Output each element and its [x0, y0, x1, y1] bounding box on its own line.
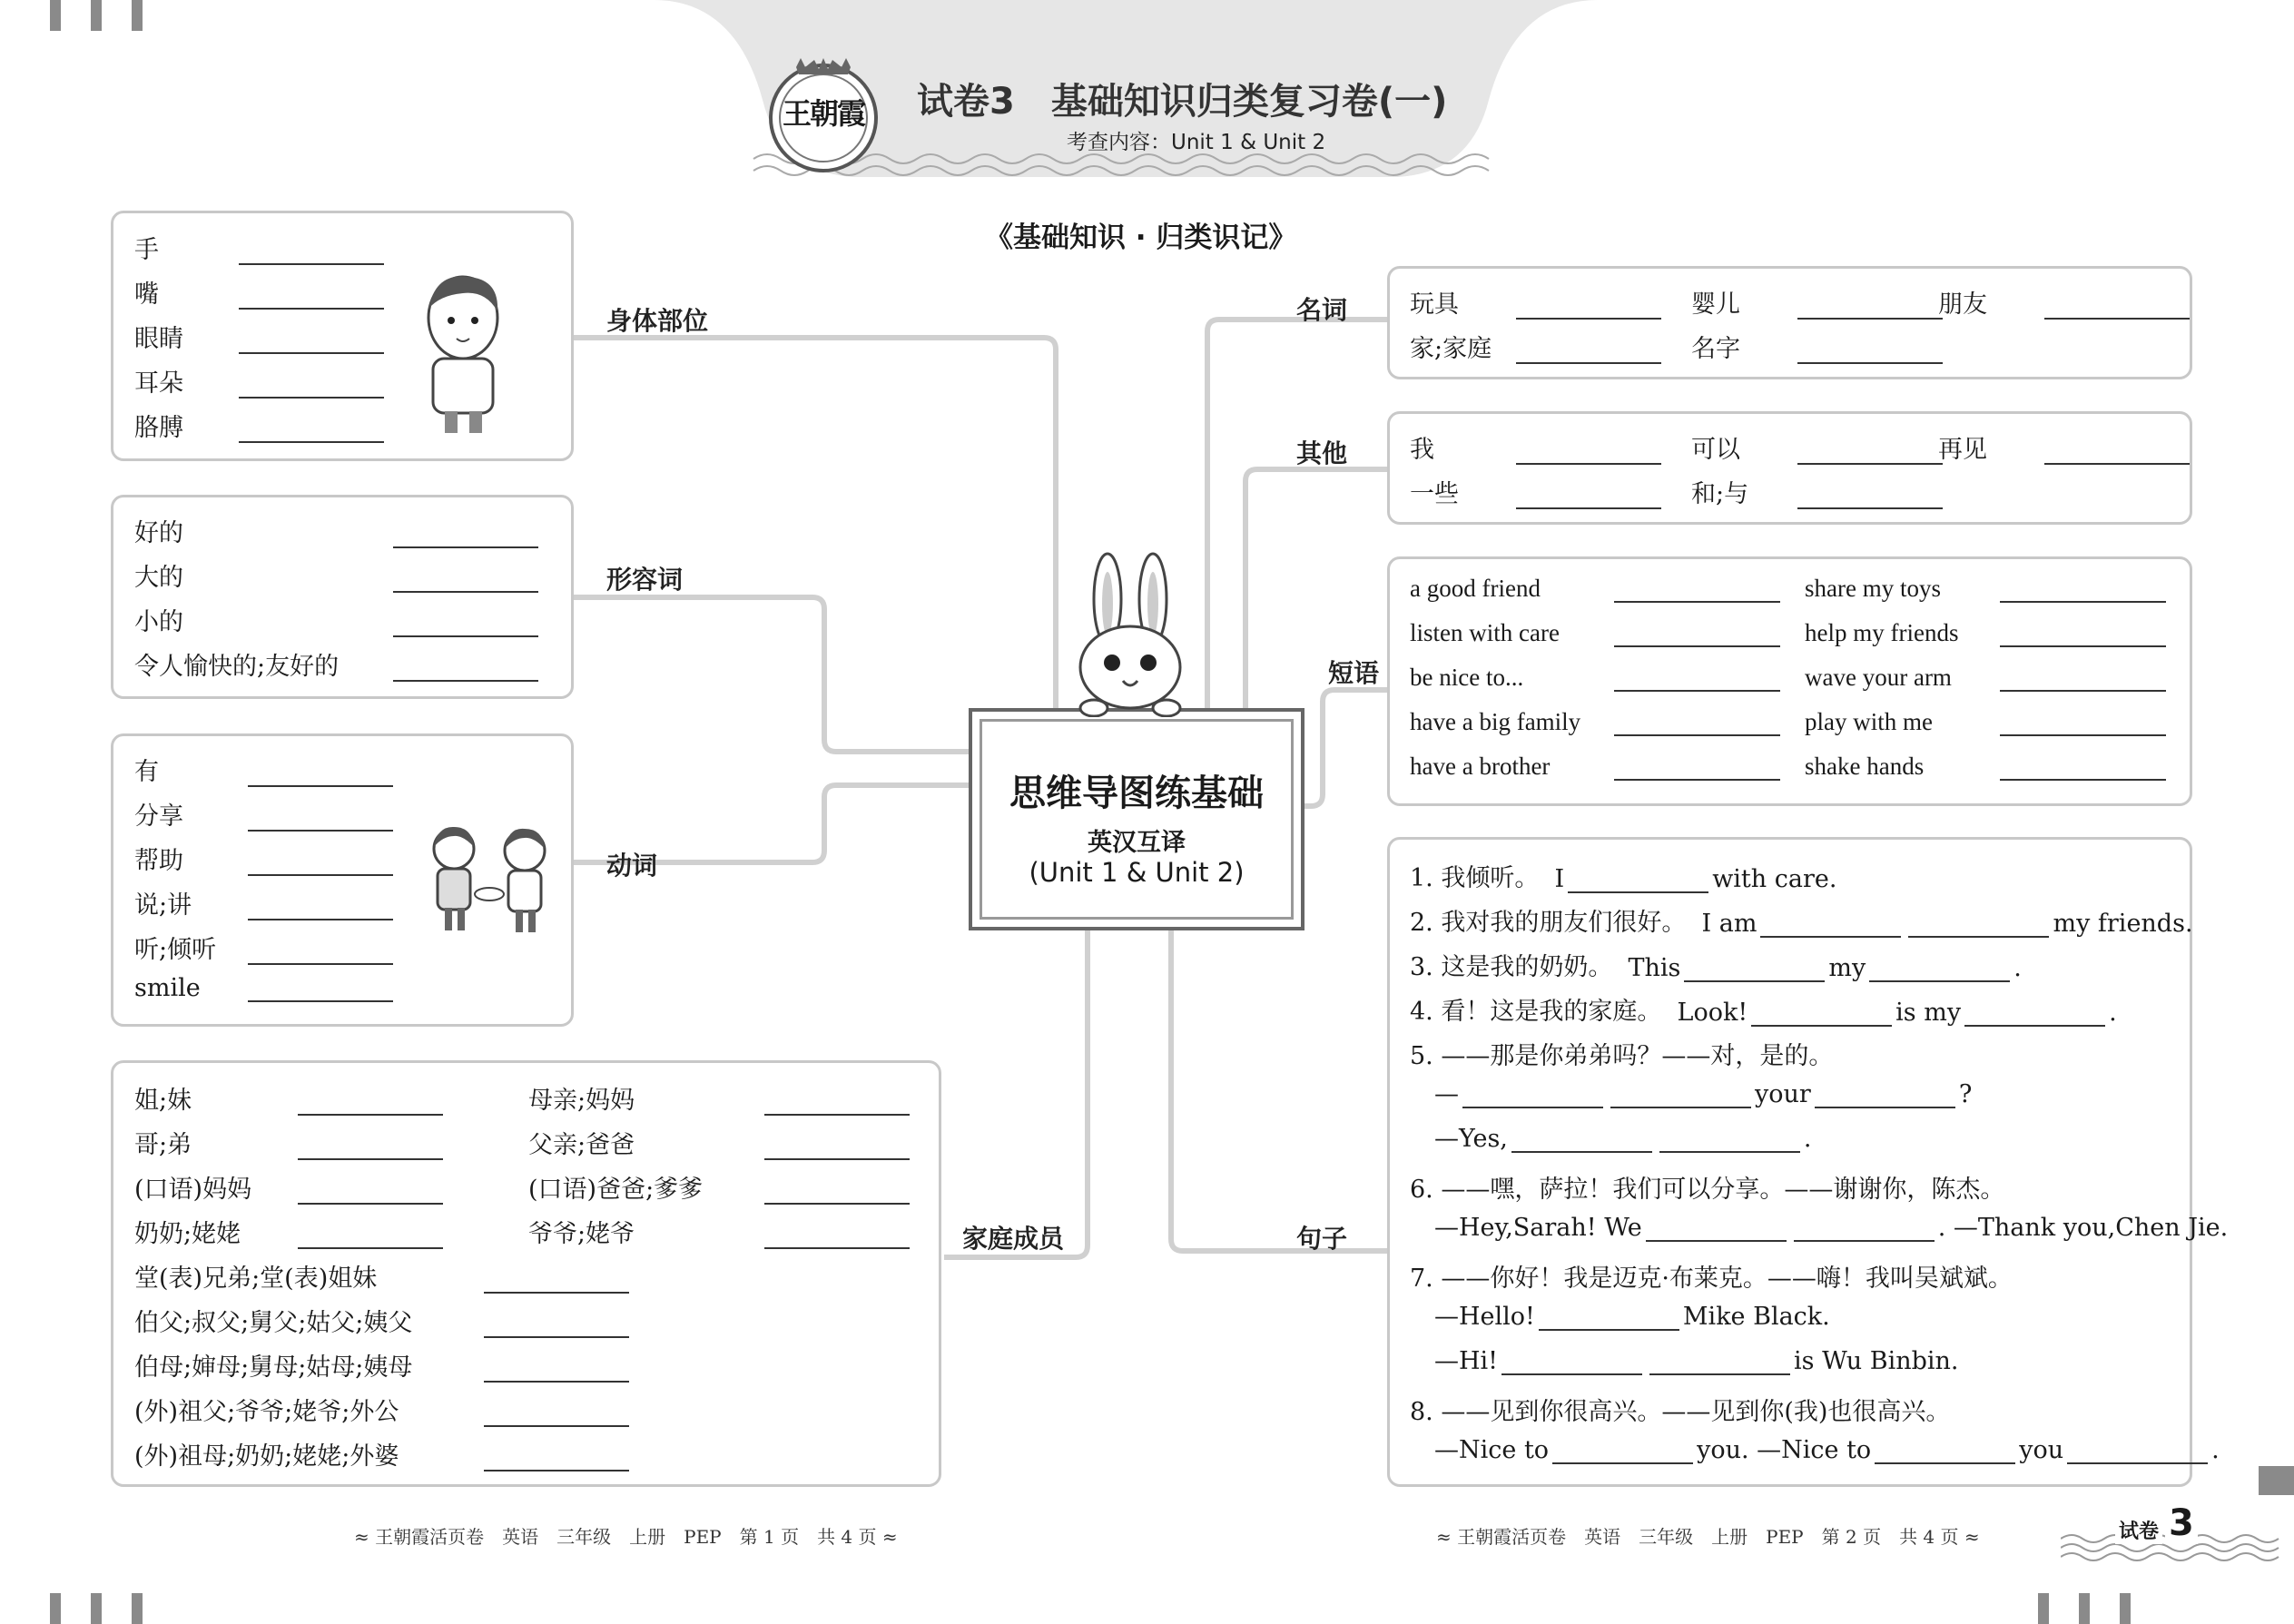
- family-row: [528, 1169, 910, 1205]
- sentence-text: you. —Nice to: [1697, 1436, 1872, 1464]
- other-row: [1691, 474, 1943, 509]
- family-row: [134, 1436, 629, 1471]
- answer-blank[interactable]: [1614, 775, 1780, 781]
- answer-blank[interactable]: [2000, 686, 2166, 692]
- answer-blank[interactable]: [1614, 731, 1780, 736]
- noun-row: [1691, 284, 1943, 320]
- sentence-text: is Wu Binbin.: [1794, 1347, 1959, 1375]
- answer-blank[interactable]: [1511, 1147, 1652, 1153]
- answer-blank[interactable]: [393, 587, 538, 593]
- vocab-label: 手: [134, 236, 159, 264]
- answer-blank[interactable]: [484, 1333, 629, 1338]
- phrase-row: [1805, 753, 2166, 781]
- sentence-zh: 6. ——嘿，萨拉！我们可以分享。——谢谢你，陈杰。: [1410, 1176, 2005, 1204]
- vocab-label: smile: [134, 974, 201, 1002]
- answer-blank[interactable]: [239, 393, 384, 399]
- answer-blank[interactable]: [298, 1155, 443, 1160]
- body-part-row: [134, 408, 384, 443]
- branch-verbs: 动词: [606, 851, 658, 881]
- answer-blank[interactable]: [248, 915, 393, 920]
- answer-blank[interactable]: [1797, 459, 1943, 465]
- answer-blank[interactable]: [239, 260, 384, 265]
- answer-blank[interactable]: [2000, 642, 2166, 647]
- sentence-2: [1410, 902, 2193, 938]
- phrase-row: [1805, 575, 2166, 603]
- sentence-8a: [1434, 1436, 2220, 1464]
- answer-blank[interactable]: [1614, 686, 1780, 692]
- vocab-label: 和;与: [1691, 480, 1749, 508]
- vocab-label: 我: [1410, 436, 1434, 464]
- sentence-zh: 4. 看！这是我的家庭。: [1410, 998, 1662, 1026]
- family-row: [134, 1392, 629, 1427]
- sentence-zh: 3. 这是我的奶奶。: [1410, 953, 1613, 981]
- answer-blank[interactable]: [248, 960, 393, 965]
- vocab-label: 大的: [134, 564, 183, 592]
- sentence-zh: 7. ——你好！我是迈克·布莱克。——嗨！我叫吴斌斌。: [1410, 1265, 2013, 1293]
- phrase-row: [1410, 619, 1780, 647]
- sentence-text: —: [1434, 1080, 1459, 1108]
- vocab-label: (口语)爸爸;爹爹: [528, 1176, 704, 1204]
- other-row: [1410, 474, 1661, 509]
- phrase-row: [1410, 753, 1780, 781]
- answer-blank[interactable]: [1516, 504, 1661, 509]
- body-part-row: [134, 274, 384, 310]
- answer-blank[interactable]: [484, 1466, 629, 1471]
- vocab-label: share my toys: [1805, 575, 1941, 602]
- center-title: 思维导图练基础: [1009, 773, 1264, 814]
- sentence-text: Mike Black.: [1682, 1303, 1830, 1331]
- answer-blank[interactable]: [764, 1155, 910, 1160]
- vocab-label: 伯母;婶母;舅母;姑母;姨母: [134, 1353, 413, 1382]
- sentence-text: you: [2019, 1436, 2064, 1464]
- answer-blank[interactable]: [484, 1288, 629, 1294]
- answer-blank[interactable]: [248, 871, 393, 876]
- vocab-label: 父亲;爸爸: [528, 1131, 635, 1159]
- answer-blank[interactable]: [1875, 1459, 2015, 1464]
- branch-others: 其他: [1296, 438, 1348, 468]
- sentence-text: your: [1755, 1080, 1811, 1108]
- family-row: [134, 1347, 629, 1383]
- vocab-label: shake hands: [1805, 753, 1925, 780]
- answer-blank[interactable]: [1649, 1370, 1790, 1375]
- vocab-label: 堂(表)兄弟;堂(表)姐妹: [134, 1265, 378, 1293]
- body-part-row: [134, 319, 384, 354]
- sentence-7a: [1434, 1303, 1830, 1331]
- answer-blank[interactable]: [1568, 888, 1708, 893]
- phrase-row: [1805, 664, 2166, 692]
- sentence-text: I am: [1701, 910, 1757, 938]
- body-part-row: [134, 363, 384, 399]
- sentence-text: I: [1554, 865, 1565, 893]
- vocab-label: 婴儿: [1691, 290, 1740, 319]
- branch-sentences: 句子: [1296, 1224, 1348, 1254]
- answer-blank[interactable]: [2000, 597, 2166, 603]
- family-row: [134, 1303, 629, 1338]
- center-sub1: 英汉互译: [1088, 829, 1186, 857]
- answer-blank[interactable]: [1614, 597, 1780, 603]
- answer-blank[interactable]: [1751, 1021, 1892, 1027]
- answer-blank[interactable]: [1610, 1103, 1751, 1108]
- vocab-label: have a brother: [1410, 753, 1551, 780]
- section-title: 《基础知识 · 归类识记》: [985, 221, 1297, 254]
- sentence-7b: [1434, 1347, 1959, 1375]
- answer-blank[interactable]: [1908, 932, 2049, 938]
- vocab-label: 分享: [134, 802, 183, 831]
- adjective-row: [134, 602, 538, 637]
- noun-row: [1938, 284, 2190, 320]
- footer-right: ≈ 王朝霞活页卷 英语 三年级 上册 PEP 第 2 页 共 4 页 ≈: [1436, 1526, 1980, 1548]
- other-row: [1938, 429, 2190, 465]
- vocab-label: 眼睛: [134, 325, 183, 353]
- answer-blank[interactable]: [1659, 1147, 1800, 1153]
- family-row: [134, 1169, 443, 1205]
- vocab-label: a good friend: [1410, 575, 1541, 602]
- sentence-text: —Yes,: [1434, 1125, 1508, 1153]
- sentence-zh: 2. 我对我的朋友们很好。: [1410, 909, 1687, 937]
- vocab-label: listen with care: [1410, 619, 1560, 646]
- bunny-illustration: [1062, 549, 1198, 717]
- answer-blank[interactable]: [1516, 314, 1661, 320]
- phrase-row: [1410, 708, 1780, 736]
- verb-row: [134, 752, 393, 787]
- answer-blank[interactable]: [484, 1422, 629, 1427]
- sentence-text: is my: [1895, 999, 1962, 1027]
- logo-text: 王朝霞: [783, 97, 865, 130]
- vocab-label: wave your arm: [1805, 664, 1952, 691]
- answer-blank[interactable]: [1614, 642, 1780, 647]
- vocab-label: 奶奶;姥姥: [134, 1220, 241, 1248]
- sentence-text: my friends.: [2053, 910, 2193, 938]
- vocab-label: play with me: [1805, 708, 1933, 735]
- sentence-text: ?: [1958, 1080, 1973, 1108]
- sentence-1: [1410, 858, 1836, 893]
- sentence-6a: [1434, 1214, 2228, 1242]
- vocab-label: 嘴: [134, 281, 159, 309]
- answer-blank[interactable]: [393, 676, 538, 682]
- answer-blank[interactable]: [393, 632, 538, 637]
- answer-blank[interactable]: [298, 1244, 443, 1249]
- other-row: [1691, 429, 1943, 465]
- center-sub2: (Unit 1 & Unit 2): [1029, 857, 1245, 888]
- verb-row: [134, 974, 393, 1002]
- branch-adjectives: 形容词: [606, 565, 684, 595]
- footer-left: ≈ 王朝霞活页卷 英语 三年级 上册 PEP 第 1 页 共 4 页 ≈: [354, 1526, 898, 1548]
- family-row: [528, 1125, 910, 1160]
- phrase-row: [1805, 619, 2166, 647]
- sentence-text: —Hey,Sarah! We: [1434, 1214, 1642, 1242]
- answer-blank[interactable]: [239, 349, 384, 354]
- answer-blank[interactable]: [1815, 1103, 1955, 1108]
- noun-row: [1410, 284, 1661, 320]
- answer-blank[interactable]: [1539, 1325, 1679, 1331]
- branch-nouns: 名词: [1296, 295, 1348, 325]
- vocab-label: 爷爷;姥爷: [528, 1220, 635, 1248]
- noun-row: [1410, 329, 1661, 364]
- vocab-label: 家;家庭: [1410, 335, 1492, 363]
- answer-blank[interactable]: [1552, 1459, 1693, 1464]
- answer-blank[interactable]: [764, 1244, 910, 1249]
- vocab-label: (外)祖母;奶奶;姥姥;外婆: [134, 1442, 399, 1471]
- family-row: [134, 1125, 443, 1160]
- sentence-text: .: [2211, 1436, 2220, 1464]
- vocab-label: 令人愉快的;友好的: [134, 653, 340, 681]
- answer-blank[interactable]: [1516, 459, 1661, 465]
- girls-illustration: [418, 822, 563, 935]
- family-row: [528, 1214, 910, 1249]
- body-part-row: [134, 230, 384, 265]
- answer-blank[interactable]: [1501, 1370, 1642, 1375]
- sentence-8: [1410, 1392, 1950, 1427]
- answer-blank[interactable]: [393, 543, 538, 548]
- answer-blank[interactable]: [1869, 977, 2010, 982]
- answer-blank[interactable]: [298, 1110, 443, 1116]
- answer-blank[interactable]: [1964, 1021, 2105, 1027]
- vocab-label: help my friends: [1805, 619, 1959, 646]
- sentence-text: —Hello!: [1434, 1303, 1535, 1331]
- sentence-text: my: [1828, 954, 1866, 982]
- answer-blank[interactable]: [239, 438, 384, 443]
- family-row: [134, 1258, 629, 1294]
- sentence-7: [1410, 1258, 2013, 1294]
- family-row: [134, 1080, 443, 1116]
- answer-blank[interactable]: [2044, 459, 2190, 465]
- sentence-4: [1410, 991, 2117, 1027]
- adjective-row: [134, 557, 538, 593]
- answer-blank[interactable]: [484, 1377, 629, 1383]
- answer-blank[interactable]: [1516, 359, 1661, 364]
- sentence-text: .: [1803, 1125, 1812, 1153]
- sentence-text: —Hi!: [1434, 1347, 1499, 1375]
- answer-blank[interactable]: [1797, 314, 1943, 320]
- answer-blank[interactable]: [1794, 1236, 1935, 1242]
- answer-blank[interactable]: [1797, 359, 1943, 364]
- vocab-label: 名字: [1691, 335, 1740, 363]
- family-row: [528, 1080, 910, 1116]
- phrase-row: [1805, 708, 2166, 736]
- answer-blank[interactable]: [764, 1199, 910, 1205]
- vocab-label: 伯父;叔父;舅父;姑父;姨父: [134, 1309, 413, 1337]
- vocab-label: 有: [134, 758, 159, 786]
- sentence-3: [1410, 947, 2022, 982]
- badge-number: 3: [2165, 1502, 2198, 1544]
- answer-blank[interactable]: [2000, 775, 2166, 781]
- vocab-label: (口语)妈妈: [134, 1176, 252, 1204]
- adjective-row: [134, 646, 538, 682]
- other-row: [1410, 429, 1661, 465]
- verb-row: [134, 841, 393, 876]
- sentence-text: .: [2109, 999, 2117, 1027]
- answer-blank[interactable]: [239, 304, 384, 310]
- sentence-text: —Nice to: [1434, 1436, 1550, 1464]
- sentence-5: [1410, 1036, 1833, 1071]
- vocab-label: 帮助: [134, 847, 183, 875]
- adjective-row: [134, 513, 538, 548]
- vocab-label: 小的: [134, 608, 183, 636]
- vocab-label: 耳朵: [134, 369, 183, 398]
- phrase-row: [1410, 664, 1780, 692]
- answer-blank[interactable]: [1462, 1103, 1603, 1108]
- vocab-label: 姐;妹: [134, 1087, 192, 1115]
- vocab-label: (外)祖父;爷爷;姥爷;外公: [134, 1398, 399, 1426]
- vocab-label: be nice to...: [1410, 664, 1524, 691]
- center-box: [969, 708, 1305, 930]
- vocab-label: 一些: [1410, 480, 1459, 508]
- vocab-label: 说;讲: [134, 891, 192, 920]
- answer-blank[interactable]: [1760, 932, 1901, 938]
- verb-row: [134, 885, 393, 920]
- sentence-text: This: [1628, 954, 1681, 982]
- branch-body-parts: 身体部位: [606, 306, 709, 336]
- vocab-label: 玩具: [1410, 290, 1459, 319]
- vocab-label: 朋友: [1938, 290, 1987, 319]
- answer-blank[interactable]: [248, 826, 393, 832]
- answer-blank[interactable]: [298, 1199, 443, 1205]
- sentence-text: with care.: [1712, 865, 1837, 893]
- answer-blank[interactable]: [248, 997, 393, 1002]
- vocab-label: 母亲;妈妈: [528, 1087, 635, 1115]
- branch-phrases: 短语: [1328, 658, 1380, 688]
- answer-blank[interactable]: [1797, 504, 1943, 509]
- answer-blank[interactable]: [2000, 731, 2166, 736]
- phrase-row: [1410, 575, 1780, 603]
- vocab-label: 好的: [134, 519, 183, 547]
- sentence-zh: 1. 我倾听。: [1410, 864, 1540, 892]
- verb-row: [134, 930, 393, 965]
- sentence-5b: [1434, 1125, 1812, 1153]
- boy-illustration: [413, 268, 513, 436]
- sentence-text: .: [2013, 954, 2022, 982]
- answer-blank[interactable]: [764, 1110, 910, 1116]
- vocab-label: 听;倾听: [134, 936, 217, 964]
- page-title: 试卷3 基础知识归类复习卷(一): [917, 81, 1448, 123]
- family-row: [134, 1214, 443, 1249]
- branch-family: 家庭成员: [962, 1224, 1065, 1254]
- verb-row: [134, 796, 393, 832]
- answer-blank[interactable]: [2067, 1459, 2208, 1464]
- sentence-zh: 8. ——见到你很高兴。——见到你(我)也很高兴。: [1410, 1398, 1951, 1426]
- vocab-label: 再见: [1938, 436, 1987, 464]
- vocab-label: 可以: [1691, 436, 1740, 464]
- vocab-label: 胳膊: [134, 414, 183, 442]
- answer-blank[interactable]: [1684, 977, 1825, 982]
- vocab-label: have a big family: [1410, 708, 1581, 735]
- badge-label: 试卷: [2115, 1516, 2162, 1544]
- answer-blank[interactable]: [248, 782, 393, 787]
- sentence-zh: 5. ——那是你弟弟吗？——对，是的。: [1410, 1042, 1834, 1070]
- vocab-label: 哥;弟: [134, 1131, 192, 1159]
- noun-row: [1691, 329, 1943, 364]
- sentence-5a: [1434, 1080, 1972, 1108]
- sentence-text: . —Thank you,Chen Jie.: [1937, 1214, 2229, 1242]
- sentence-text: Look!: [1677, 999, 1748, 1027]
- sentence-6: [1410, 1169, 2004, 1205]
- answer-blank[interactable]: [1646, 1236, 1787, 1242]
- answer-blank[interactable]: [2044, 314, 2190, 320]
- page-subtitle: 考查内容：Unit 1 & Unit 2: [1067, 131, 1326, 154]
